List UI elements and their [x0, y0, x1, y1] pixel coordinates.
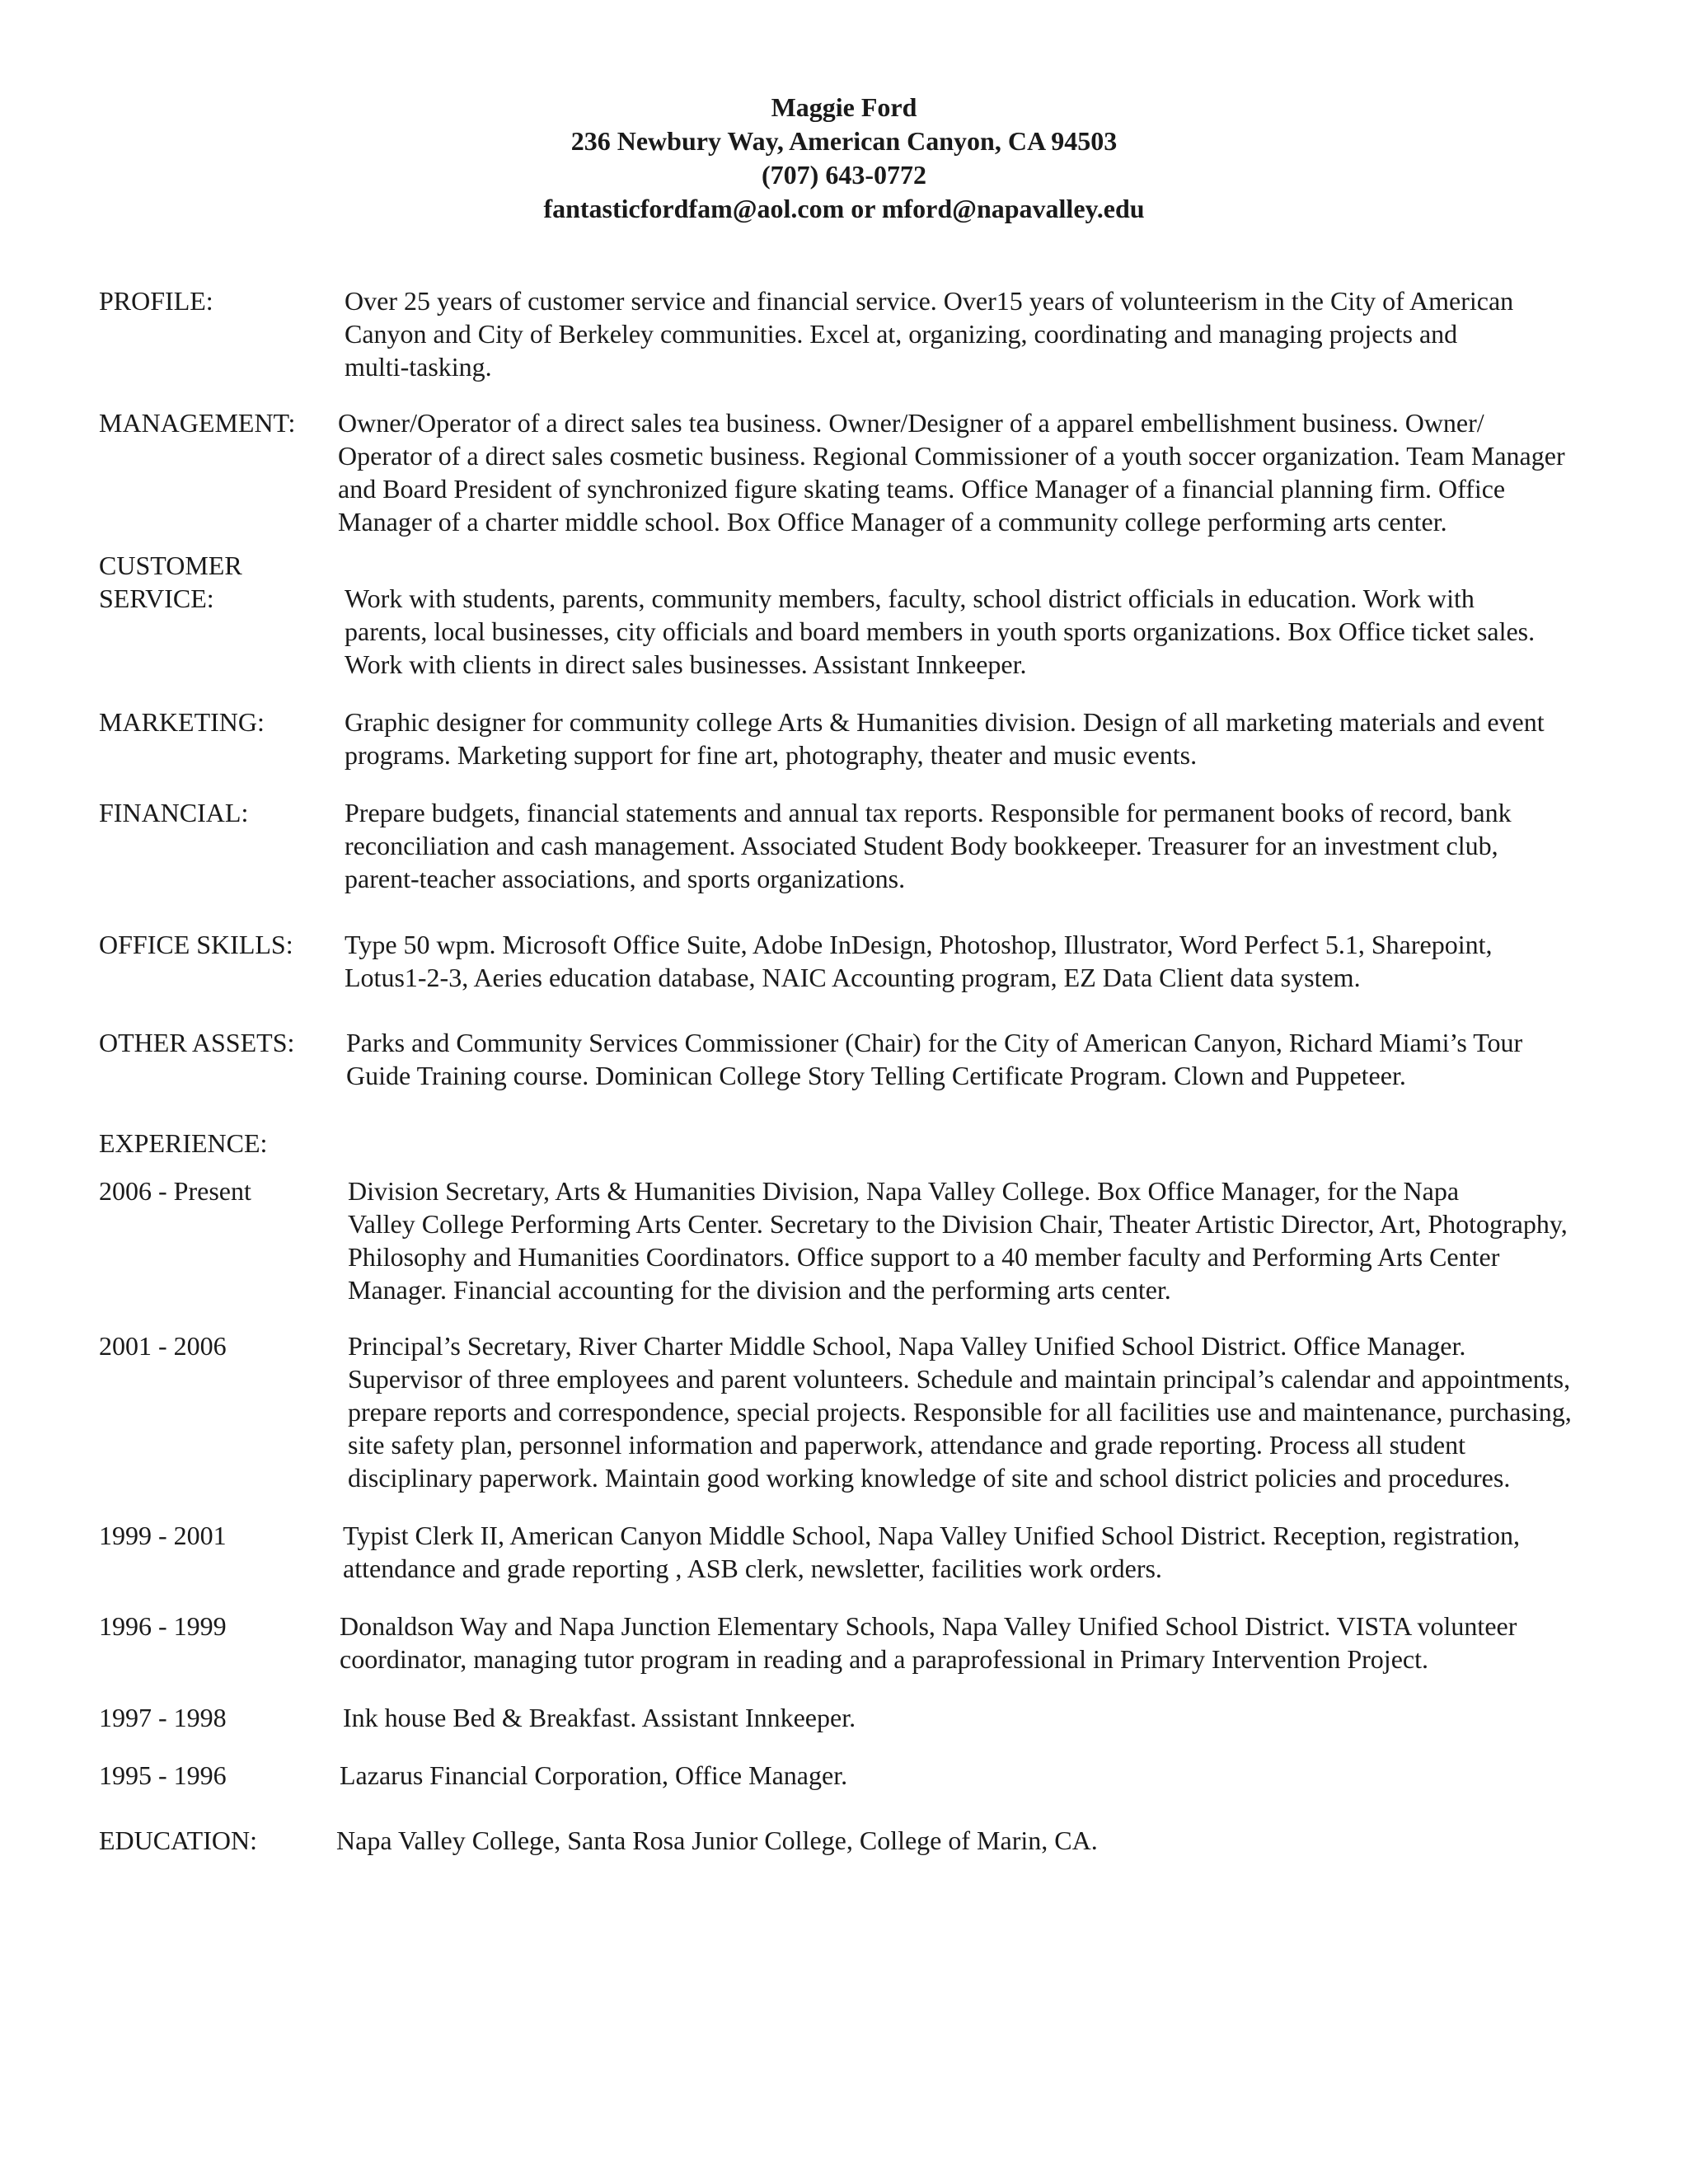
experience-line: attendance and grade reporting , ASB clerk, newsletter, facilities work orders. [343, 1554, 1162, 1583]
financial-line: Prepare budgets, financial statements and annual tax reports. Responsible for permanent books of record, bank [345, 798, 1512, 827]
experience-line: site safety plan, personnel information and paperwork, attendance and grade reporting. Process all student [348, 1430, 1465, 1460]
experience-dates: 1999 - 2001 [99, 1521, 227, 1550]
financial-label: FINANCIAL: [99, 798, 249, 827]
experience-line: Philosophy and Humanities Coordinators. Office support to a 40 member faculty and Performing Arts Center [348, 1242, 1500, 1272]
applicant-phone: (707) 643-0772 [762, 160, 926, 190]
management-line: Manager of a charter middle school. Box Office Manager of a community college performing arts center. [338, 507, 1447, 537]
financial-line: parent-teacher associations, and sports organizations. [345, 864, 906, 893]
office-skills-text [345, 928, 1597, 994]
management-line: Operator of a direct sales cosmetic business. Regional Commissioner of a youth soccer organization. Team Manager [338, 441, 1565, 471]
education-label: EDUCATION: [99, 1825, 257, 1855]
experience-line: prepare reports and correspondence, special projects. Responsible for all facilities use and maintenance, purchasing, [348, 1397, 1572, 1427]
financial-line: reconciliation and cash management. Associated Student Body bookkeeper. Treasurer for an investment club, [345, 831, 1498, 860]
applicant-address: 236 Newbury Way, American Canyon, CA 94503 [570, 126, 1118, 156]
education-line: Napa Valley College, Santa Rosa Junior College, College of Marin, CA. [336, 1825, 1098, 1855]
experience-entry [348, 1329, 1601, 1494]
office-skills-line: Type 50 wpm. Microsoft Office Suite, Adobe InDesign, Photoshop, Illustrator, Word Perfect 5.1, Sharepoint, [345, 930, 1493, 959]
experience-entry [343, 1701, 1596, 1734]
education-text [336, 1824, 1589, 1857]
other-assets-line: Parks and Community Services Commissioner (Chair) for the City of American Canyon, Richard Miami’s Tour [346, 1028, 1523, 1057]
customer-service-text [345, 582, 1597, 681]
profile-text [345, 284, 1597, 383]
marketing-line: Graphic designer for community college Arts & Humanities division. Design of all marketing materials and event [345, 707, 1545, 737]
marketing-label: MARKETING: [99, 707, 265, 737]
customer-service-line: Work with students, parents, community members, faculty, school district officials in education. Work with [345, 583, 1475, 613]
customer-service-line: Work with clients in direct sales businesses. Assistant Innkeeper. [345, 649, 1027, 679]
experience-line: Typist Clerk II, American Canyon Middle School, Napa Valley Unified School District. Reception, registration, [343, 1521, 1520, 1550]
customer-service-label-line: CUSTOMER [99, 551, 242, 580]
resume-header [0, 91, 1688, 226]
profile-line: Over 25 years of customer service and financial service. Over15 years of volunteerism in the City of American [345, 286, 1514, 316]
other-assets-label: OTHER ASSETS: [99, 1028, 295, 1057]
management-line: and Board President of synchronized figure skating teams. Office Manager of a financial planning firm. Office [338, 474, 1506, 504]
customer-service-line: parents, local businesses, city officials and board members in youth sports organizations. Box Office ticket sales. [345, 616, 1536, 646]
applicant-email: fantasticfordfam@aol.com or mford@napavalley.edu [543, 194, 1145, 223]
experience-line: Valley College Performing Arts Center. Secretary to the Division Chair, Theater Artistic Director, Art, Photography, [348, 1209, 1568, 1239]
experience-line: disciplinary paperwork. Maintain good working knowledge of site and school district policies and procedures. [348, 1463, 1511, 1493]
financial-text [345, 796, 1597, 895]
customer-service-label-line: SERVICE: [99, 583, 214, 613]
marketing-line: programs. Marketing support for fine art, photography, theater and music events. [345, 740, 1198, 770]
experience-line: coordinator, managing tutor program in reading and a paraprofessional in Primary Intervention Project. [340, 1644, 1428, 1674]
experience-line: Principal’s Secretary, River Charter Middle School, Napa Valley Unified School District. Office Manager. [348, 1331, 1466, 1361]
experience-line: Supervisor of three employees and parent volunteers. Schedule and maintain principal’s calendar and appointments, [348, 1364, 1571, 1394]
office-skills-line: Lotus1-2-3, Aeries education database, NAIC Accounting program, EZ Data Client data system. [345, 963, 1361, 992]
experience-dates: 1996 - 1999 [99, 1611, 227, 1641]
experience-label: EXPERIENCE: [99, 1128, 268, 1158]
management-text [338, 406, 1591, 538]
management-label: MANAGEMENT: [99, 408, 296, 438]
experience-dates: 2006 - Present [99, 1176, 251, 1206]
experience-line: Donaldson Way and Napa Junction Elementary Schools, Napa Valley Unified School District. VISTA volunteer [340, 1611, 1517, 1641]
experience-entry [343, 1519, 1596, 1585]
experience-line: Ink house Bed & Breakfast. Assistant Innkeeper. [343, 1703, 856, 1732]
experience-line: Division Secretary, Arts & Humanities Division, Napa Valley College. Box Office Manager, for the Napa [348, 1176, 1460, 1206]
customer-service-label [99, 549, 242, 615]
applicant-name: Maggie Ford [771, 92, 917, 122]
experience-line: Lazarus Financial Corporation, Office Manager. [340, 1760, 848, 1790]
profile-label: PROFILE: [99, 286, 213, 316]
management-line: Owner/Operator of a direct sales tea business. Owner/Designer of a apparel embellishment business. Owner/ [338, 408, 1484, 438]
office-skills-label: OFFICE SKILLS: [99, 930, 293, 959]
experience-line: Manager. Financial accounting for the division and the performing arts center. [348, 1275, 1171, 1305]
experience-entry [340, 1759, 1592, 1792]
profile-line: multi-tasking. [345, 352, 492, 382]
experience-dates: 2001 - 2006 [99, 1331, 227, 1361]
profile-line: Canyon and City of Berkeley communities. Excel at, organizing, coordinating and managing projects and [345, 319, 1458, 349]
experience-dates: 1997 - 1998 [99, 1703, 227, 1732]
experience-entry [340, 1610, 1592, 1675]
experience-dates: 1995 - 1996 [99, 1760, 227, 1790]
marketing-text [345, 705, 1597, 771]
experience-entry [348, 1174, 1601, 1306]
other-assets-line: Guide Training course. Dominican College Story Telling Certificate Program. Clown and Puppeteer. [346, 1061, 1406, 1090]
other-assets-text [346, 1026, 1599, 1092]
